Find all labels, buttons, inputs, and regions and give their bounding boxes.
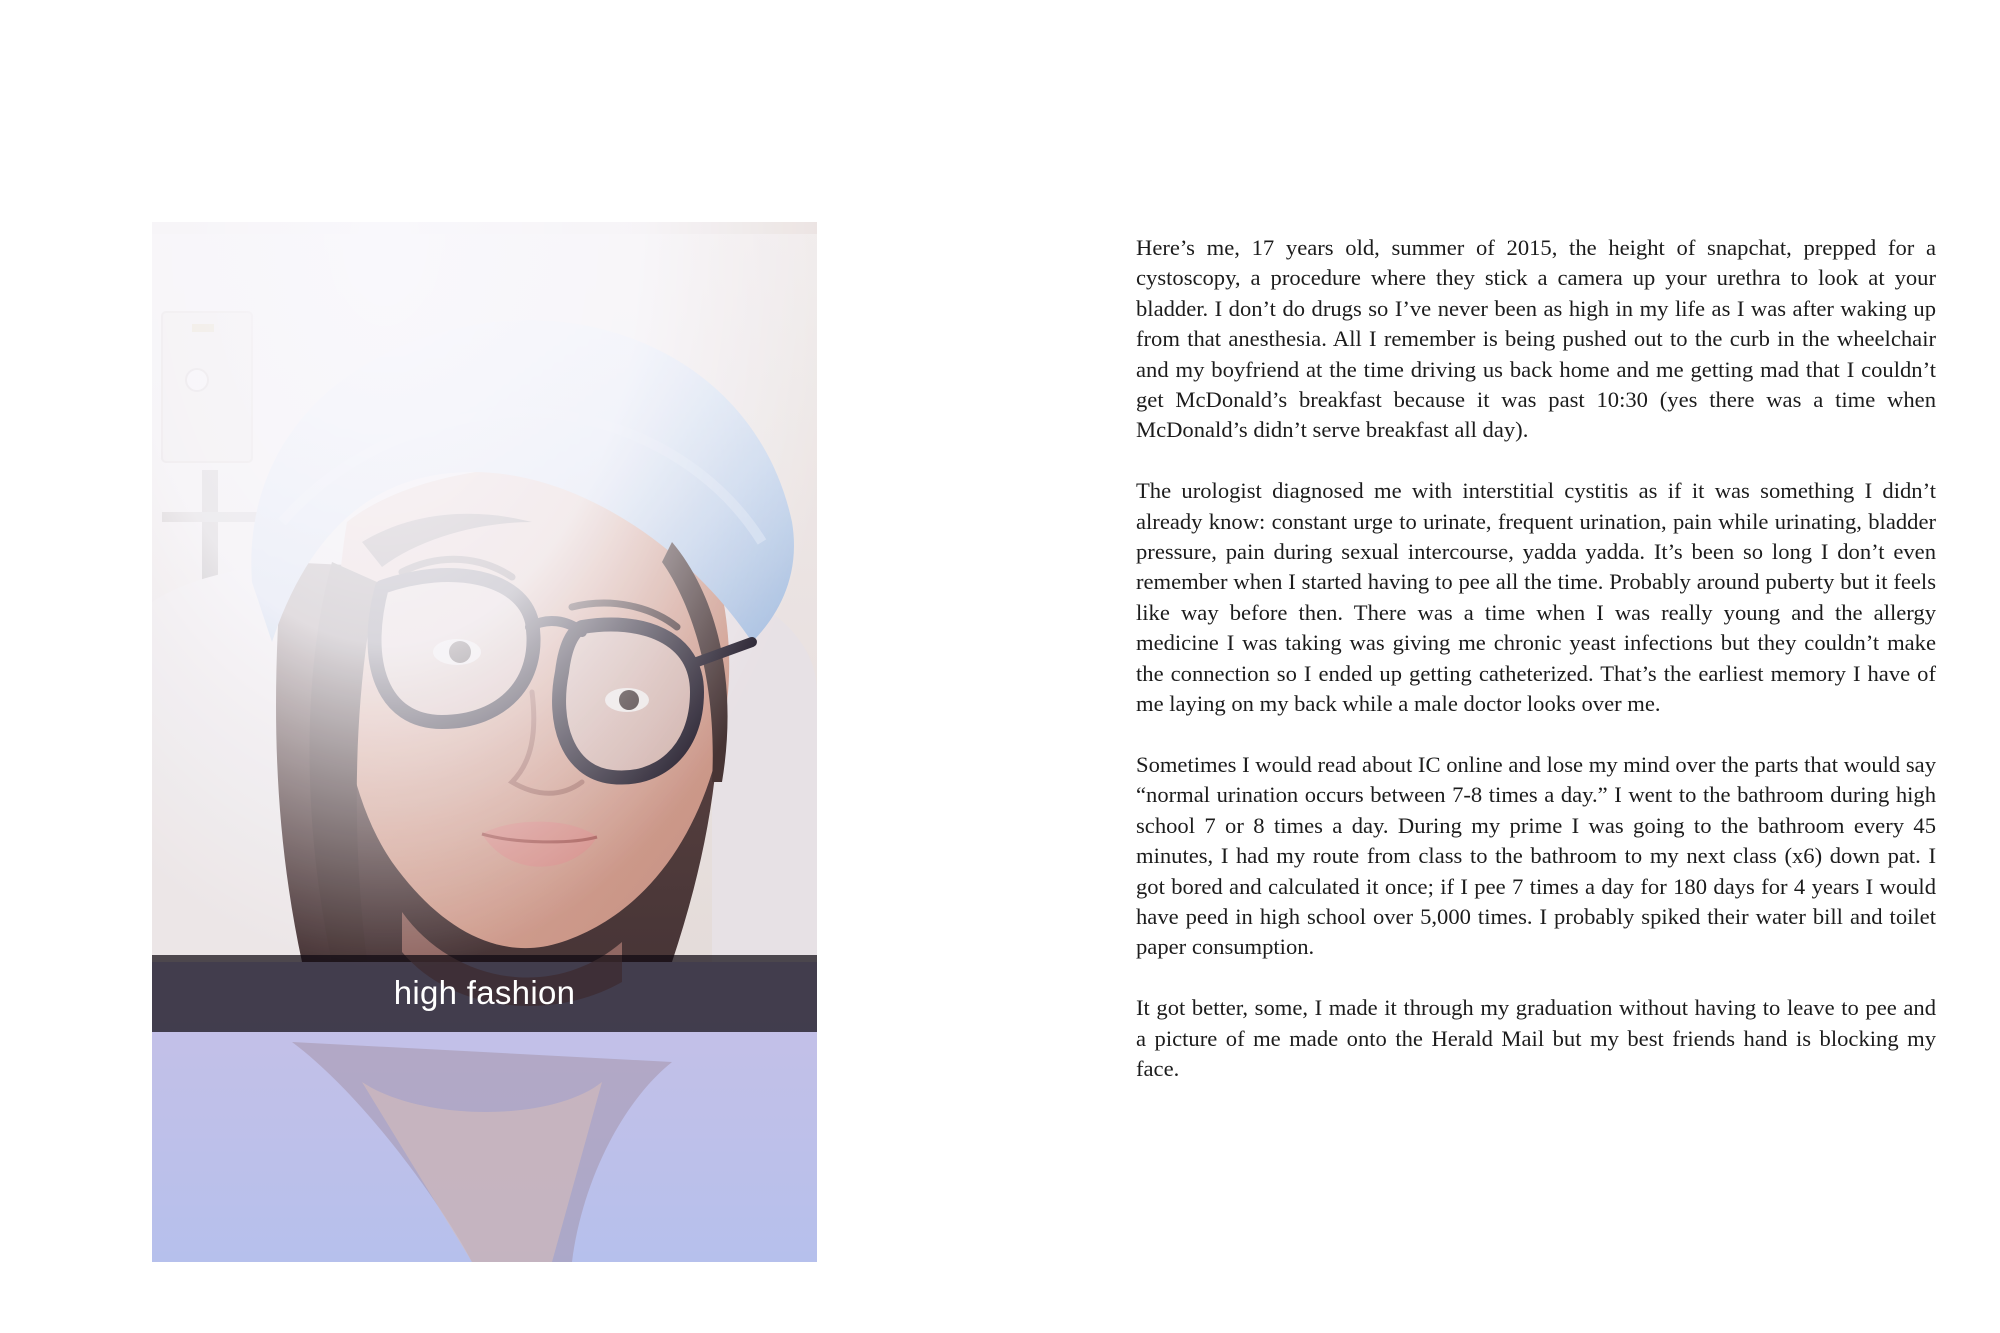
snapchat-caption: high fashion [393,973,576,1011]
essay-paragraph: Sometimes I would read about IC online and lose my mind over the parts that would say “normal urination occurs between 7-8 times a day.” I went to the bathroom during high school 7 or 8 times a day. During my prime I was going to the bathroom every 45 minutes, I had my route from class to the bathroom to my next class (x6) down pat. I got bored and calculated it once; if I pee 7 times a day for 180 days for 4 years I would have peed in high school over 5,000 times. I probably spiked their water bill and toilet paper consumption. [1136,751,1936,960]
essay-text-column [1136,233,1936,1084]
snapchat-selfie-photo [152,222,817,1262]
essay-paragraph: Here’s me, 17 years old, summer of 2015, the height of snapchat, prepped for a cystoscopy, a procedure where they stick a camera up your urethra to look at your bladder. I don’t do drugs so I’ve never been as high in my life as I was after waking up from that anesthesia. All I remember is being pushed out to the curb in the wheelchair and my boyfriend at the time driving us back home and me getting mad that I couldn’t get McDonald’s breakfast because it was past 10:30 (yes there was a time when McDonald’s didn’t serve breakfast all day). [1136,235,1936,443]
selfie-illustration [152,222,817,1262]
snapchat-caption-bar [152,955,817,1032]
essay-paragraph: The urologist diagnosed me with interstitial cystitis as if it was something I didn’t already know: constant urge to urinate, frequent urination, pain while urinating, bladder pressure, pain during sexual intercourse, yadda yadda. It’s been so long I don’t even remember when I started having to pee all the time. Probably around puberty but it feels like way before then. There was a time when I was really young and the allergy medicine I was taking was giving me chronic yeast infections but they couldn’t make the connection so I ended up getting catheterized. That’s the earliest memory I have of me laying on my back while a male doctor looks over me. [1136,478,1936,717]
essay-paragraph: It got better, some, I made it through my graduation without having to leave to pee and a picture of me made onto the Herald Mail but my best friends hand is blocking my face. [1136,995,1936,1081]
